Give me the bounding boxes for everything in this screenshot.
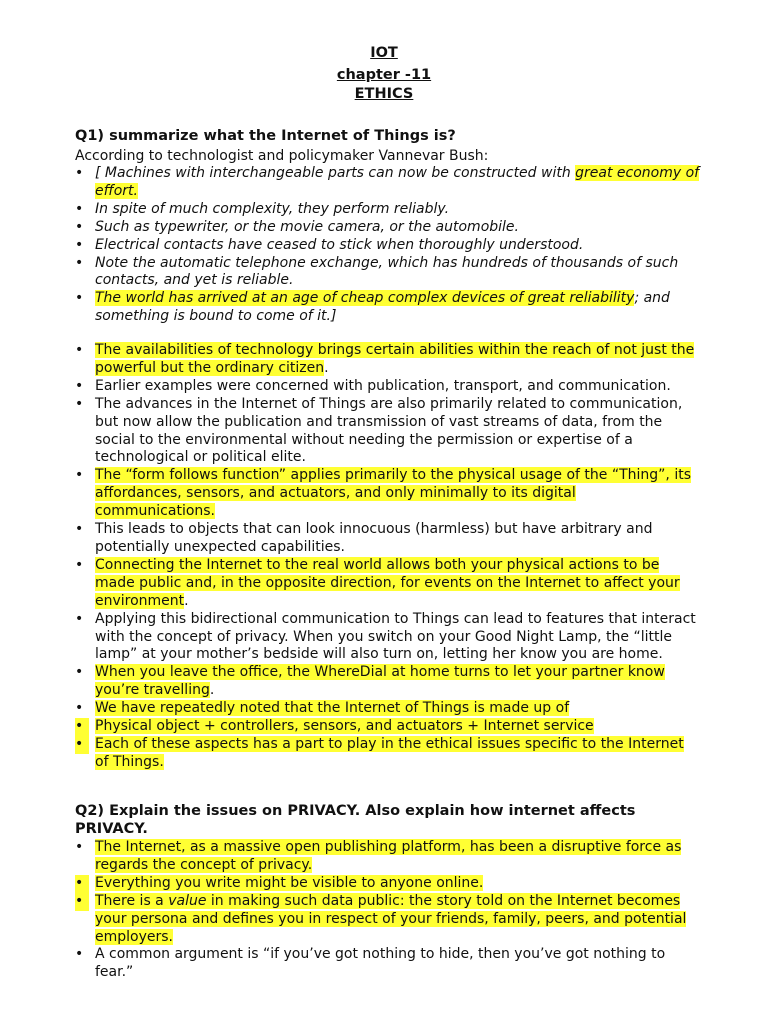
- list-item: [75, 839, 700, 875]
- highlighted-text: There is a: [95, 892, 169, 909]
- bullet-icon: •: [75, 200, 84, 217]
- list-item-text: [95, 718, 594, 734]
- plain-text: Such as typewriter, or the movie camera, or the automobile.: [95, 218, 519, 235]
- bullet-icon: •: [75, 839, 84, 855]
- bullet-icon: •: [75, 377, 84, 394]
- bullet-icon: •: [75, 893, 89, 911]
- bullet-icon: •: [75, 946, 84, 963]
- bullet-icon: •: [75, 342, 84, 358]
- list-item: [75, 237, 700, 255]
- bullet-icon: •: [75, 664, 84, 681]
- plain-text: .: [209, 682, 215, 699]
- list-item-text: [95, 290, 670, 324]
- bullet-icon: •: [75, 556, 84, 573]
- list-item: [75, 875, 700, 893]
- list-item: [75, 521, 700, 557]
- bullet-icon: •: [75, 718, 89, 736]
- list-item: [75, 736, 700, 772]
- list-item: [75, 290, 700, 326]
- list-item-text: [95, 521, 653, 555]
- chapter-label: chapter -11: [336, 67, 432, 83]
- topic-label: ETHICS: [354, 86, 414, 102]
- question-1-intro: According to technologist and policymaker Vannevar Bush:: [75, 148, 489, 164]
- emphasized-text: value: [168, 892, 207, 909]
- plain-text: The advances in the Internet of Things are also primarily related to communication, but now allow the publication and transmission of vast streams of data, from the social to the environmental without needing the permission or expertise of a technological or political elite.: [95, 395, 683, 466]
- list-item-text: [95, 219, 519, 235]
- plain-text: This leads to objects that can look innocuous (harmless) but have arbitrary and potentially unexpected capabilities.: [95, 521, 653, 555]
- plain-text: Earlier examples were concerned with publication, transport, and communication.: [95, 377, 671, 394]
- list-item-text: [95, 611, 696, 663]
- list-item-text: [95, 255, 678, 289]
- highlighted-text: Everything you write might be visible to anyone online.: [95, 874, 484, 891]
- highlighted-text: in making such data public: the story told on the Internet becomes your persona and defines you in respect of your friends, family, peers, and potential employers.: [95, 892, 687, 945]
- bullet-icon: •: [75, 736, 89, 754]
- list-item-text: [95, 165, 699, 199]
- bullet-icon: •: [75, 521, 84, 538]
- list-item-text: [95, 396, 682, 466]
- list-item-text: [95, 557, 680, 609]
- list-item: [75, 342, 700, 378]
- plain-text: Note the automatic telephone exchange, which has hundreds of thousands of such contacts, and yet is reliable.: [95, 254, 679, 289]
- plain-text: Electrical contacts have ceased to stick when thoroughly understood.: [95, 236, 584, 253]
- q2-bullet-list: [75, 839, 700, 982]
- bullet-icon: •: [75, 165, 84, 181]
- highlighted-text: Each of these aspects has a part to play in the ethical issues specific to the Internet of Things.: [95, 735, 684, 770]
- bullet-icon: •: [75, 700, 84, 717]
- list-item: [75, 396, 700, 468]
- bullet-icon: •: [75, 290, 84, 307]
- bullet-icon: •: [75, 875, 89, 893]
- list-item-text: [95, 342, 694, 376]
- plain-text: In spite of much complexity, they perform reliably.: [95, 200, 450, 217]
- q1-bullet-list: [75, 342, 700, 772]
- list-item: [75, 700, 700, 718]
- list-item: [75, 946, 700, 982]
- question-1-heading: Q1) summarize what the Internet of Things is?: [75, 128, 456, 144]
- bush-quote-list: [75, 165, 700, 326]
- highlighted-text: The world has arrived at an age of cheap complex devices of great reliability: [95, 290, 635, 307]
- plain-text: A common argument is “if you’ve got nothing to hide, then you’ve got nothing to fear.”: [95, 946, 666, 981]
- bullet-icon: •: [75, 254, 84, 271]
- list-item: [75, 893, 700, 947]
- list-item-text: [95, 378, 671, 394]
- list-item-text: [95, 237, 583, 253]
- plain-text: ; and something is bound to come of it.]: [95, 290, 670, 325]
- list-item: [75, 219, 700, 237]
- list-item: [75, 664, 700, 700]
- highlighted-text: The Internet, as a massive open publishing platform, has been a disruptive force as regards the concept of privacy.: [95, 839, 682, 873]
- list-item-text: [95, 664, 665, 698]
- highlighted-text: Physical object + controllers, sensors, and actuators + Internet service: [95, 718, 594, 735]
- bullet-icon: •: [75, 395, 84, 412]
- list-item: [75, 467, 700, 521]
- plain-text: .: [184, 592, 189, 609]
- list-item-text: [95, 946, 665, 980]
- bullet-icon: •: [75, 467, 84, 484]
- list-item-text: [95, 839, 681, 873]
- list-item-text: [95, 201, 449, 217]
- plain-text: Applying this bidirectional communication to Things can lead to features that interact with the concept of privacy. When you switch on your Good Night Lamp, the “little lamp” at your mother’s bedside will also turn on, letting her know you are home.: [95, 610, 696, 663]
- bullet-icon: •: [75, 236, 84, 253]
- list-item: [75, 201, 700, 219]
- highlighted-text: The “form follows function” applies primarily to the physical usage of the “Thing”, its affordances, sensors, and actuators, and only minimally to its digital communications.: [95, 467, 691, 520]
- list-item: [75, 557, 700, 611]
- list-item-text: [95, 893, 686, 945]
- highlighted-text: great economy of effort.: [95, 165, 700, 199]
- plain-text: [ Machines with interchangeable parts can now be constructed with: [95, 165, 576, 181]
- highlighted-text: We have repeatedly noted that the Internet of Things is made up of: [95, 700, 570, 717]
- bullet-icon: •: [75, 218, 84, 235]
- list-item: [75, 378, 700, 396]
- bullet-icon: •: [75, 610, 84, 627]
- list-item: [75, 255, 700, 291]
- doc-title: IOT: [370, 45, 398, 61]
- list-item: [75, 611, 700, 665]
- question-2-heading: Q2) Explain the issues on PRIVACY. Also explain how internet affects PRIVACY.: [75, 803, 636, 837]
- highlighted-text: Connecting the Internet to the real world allows both your physical actions to be made public and, in the opposite direction, for events on the Internet to affect your environment: [95, 556, 680, 609]
- list-item-text: [95, 467, 691, 519]
- highlighted-text: When you leave the office, the WhereDial at home turns to let your partner know you’re travelling: [95, 664, 665, 699]
- list-item-text: [95, 736, 684, 770]
- list-item-text: [95, 875, 483, 891]
- list-item-text: [95, 700, 569, 716]
- list-item: [75, 165, 700, 201]
- highlighted-text: The availabilities of technology brings certain abilities within the reach of not just the powerful but the ordinary citizen: [95, 342, 695, 376]
- plain-text: .: [324, 359, 329, 376]
- list-item: [75, 718, 700, 736]
